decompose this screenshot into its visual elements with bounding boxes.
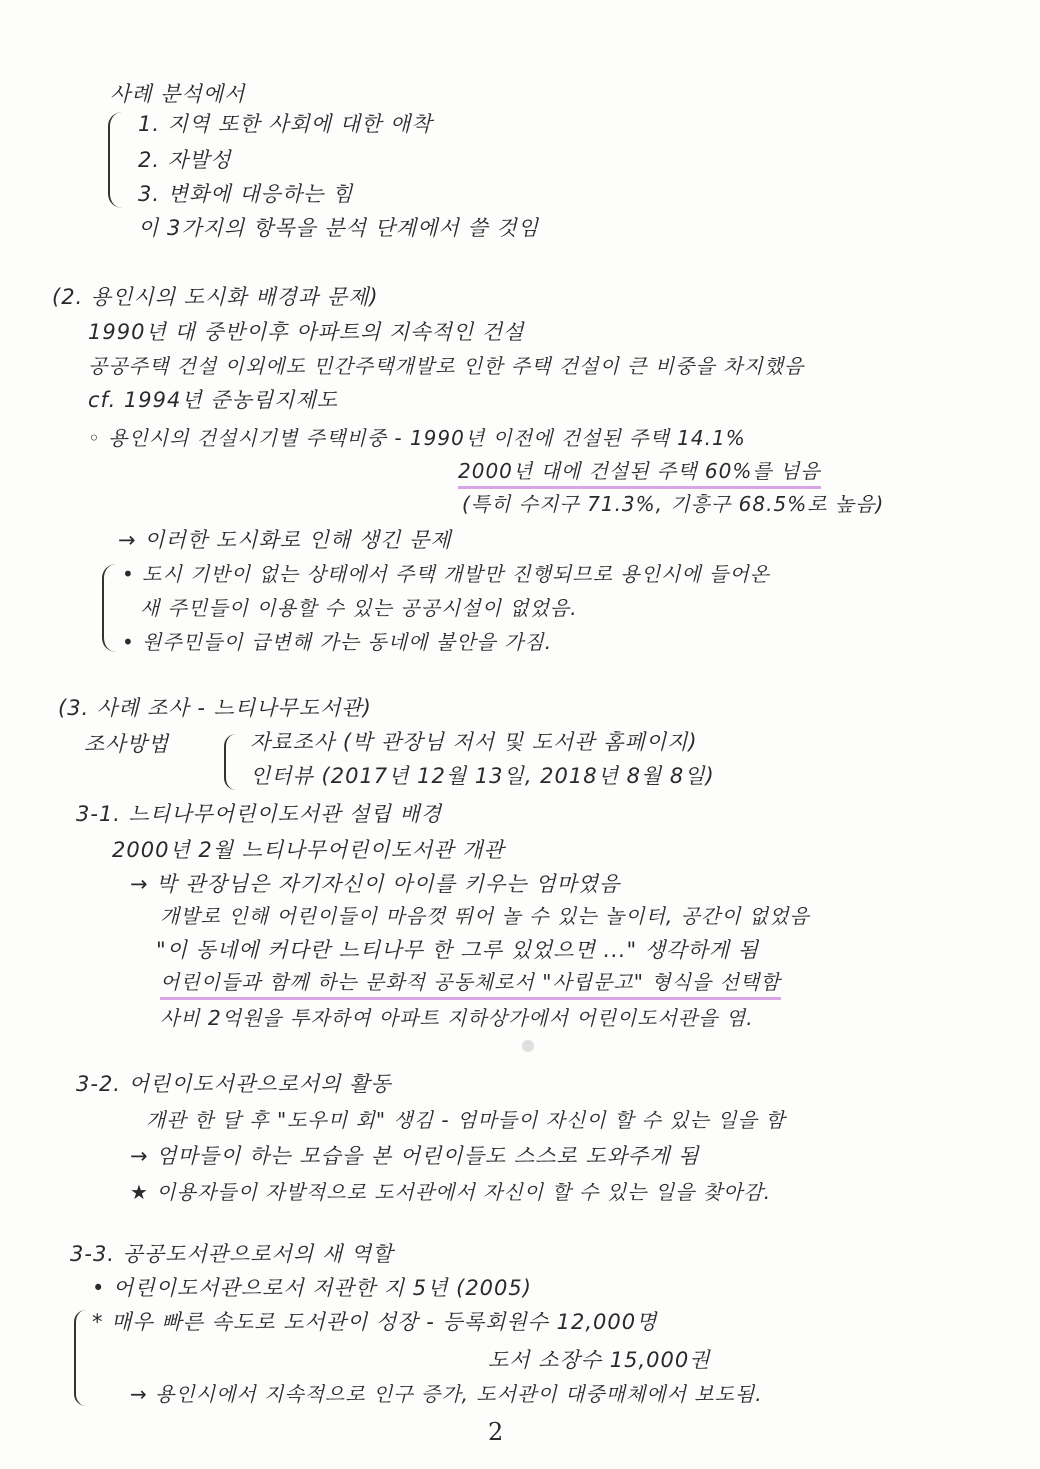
note-line: 인터뷰 (2017년 12월 13일, 2018년 8월 8일): [250, 764, 715, 788]
note-line: "이 동네에 커다란 느티나무 한 그루 있었으면 ..." 생각하게 됨: [156, 938, 759, 962]
page-number: 2: [488, 1418, 504, 1446]
note-line: (특히 수지구 71.3%, 기흥구 68.5%로 높음): [462, 492, 885, 516]
note-line: 3. 변화에 대응하는 힘: [138, 182, 354, 206]
note-line: → 박 관장님은 자기자신이 아이를 키우는 엄마였음: [130, 872, 621, 896]
note-line: • 어린이도서관으로서 저관한 지 5년 (2005): [92, 1276, 532, 1300]
note-line: 2. 자발성: [138, 148, 232, 172]
section-heading: (3. 사례 조사 - 느티나무도서관): [58, 696, 372, 720]
section-heading: (2. 용인시의 도시화 배경과 문제): [52, 285, 379, 309]
brace: [224, 734, 236, 790]
note-line: 공공주택 건설 이외에도 민간주택개발로 인한 주택 건설이 큰 비중을 차지했음: [88, 354, 805, 378]
brace: [74, 1310, 86, 1406]
note-line: 새 주민들이 이용할 수 있는 공공시설이 없었음.: [140, 596, 578, 620]
note-line: → 이러한 도시화로 인해 생긴 문제: [118, 528, 452, 552]
note-line: 이 3가지의 항목을 분석 단계에서 쓸 것임: [138, 216, 539, 240]
subsection-heading: 3-1. 느티나무어린이도서관 설립 배경: [76, 802, 443, 826]
note-line: 2000년 2월 느티나무어린이도서관 개관: [112, 838, 505, 862]
highlighted-line: 어린이들과 함께 하는 문화적 공동체로서 "사립문고" 형식을 선택함: [160, 968, 781, 1000]
note-line: 조사방법: [84, 732, 170, 756]
note-line: 도서 소장수 15,000권: [488, 1348, 711, 1372]
note-line: 개발로 인해 어린이들이 마음껏 뛰어 놀 수 있는 놀이터, 공간이 없었음: [160, 904, 810, 928]
subsection-heading: 3-3. 공공도서관으로서의 새 역할: [70, 1242, 394, 1266]
note-line: 1. 지역 또한 사회에 대한 애착: [138, 112, 433, 136]
note-line: 1990년 대 중반이후 아파트의 지속적인 건설: [88, 320, 525, 344]
note-line: 사례 분석에서: [110, 82, 246, 106]
ink-smudge: [522, 1040, 534, 1052]
note-line: • 도시 기반이 없는 상태에서 주택 개발만 진행되므로 용인시에 들어온: [122, 562, 770, 586]
note-line: 개관 한 달 후 "도우미 회" 생김 - 엄마들이 자신이 할 수 있는 일을 함: [146, 1108, 786, 1132]
note-line: → 용인시에서 지속적으로 인구 증가, 도서관이 대중매체에서 보도됨.: [130, 1382, 763, 1406]
note-line: * 매우 빠른 속도로 도서관이 성장 - 등록회원수 12,000명: [92, 1310, 658, 1334]
note-line: ◦ 용인시의 건설시기별 주택비중 - 1990년 이전에 건설된 주택 14.1%: [88, 426, 746, 450]
subsection-heading: 3-2. 어린이도서관으로서의 활동: [76, 1072, 392, 1096]
note-line: → 엄마들이 하는 모습을 본 어린이들도 스스로 도와주게 됨: [130, 1144, 700, 1168]
note-line: ★ 이용자들이 자발적으로 도서관에서 자신이 할 수 있는 일을 찾아감.: [130, 1180, 772, 1204]
note-line: cf. 1994년 준농림지제도: [88, 388, 339, 412]
note-line: 사비 2억원을 투자하여 아파트 지하상가에서 어린이도서관을 염.: [160, 1006, 754, 1030]
brace: [108, 112, 122, 208]
brace: [102, 564, 116, 652]
note-line: • 원주민들이 급변해 가는 동네에 불안을 가짐.: [122, 630, 553, 654]
note-line: 자료조사 (박 관장님 저서 및 도서관 홈페이지): [250, 730, 698, 754]
highlighted-line: 2000년 대에 건설된 주택 60%를 넘음: [458, 457, 821, 489]
